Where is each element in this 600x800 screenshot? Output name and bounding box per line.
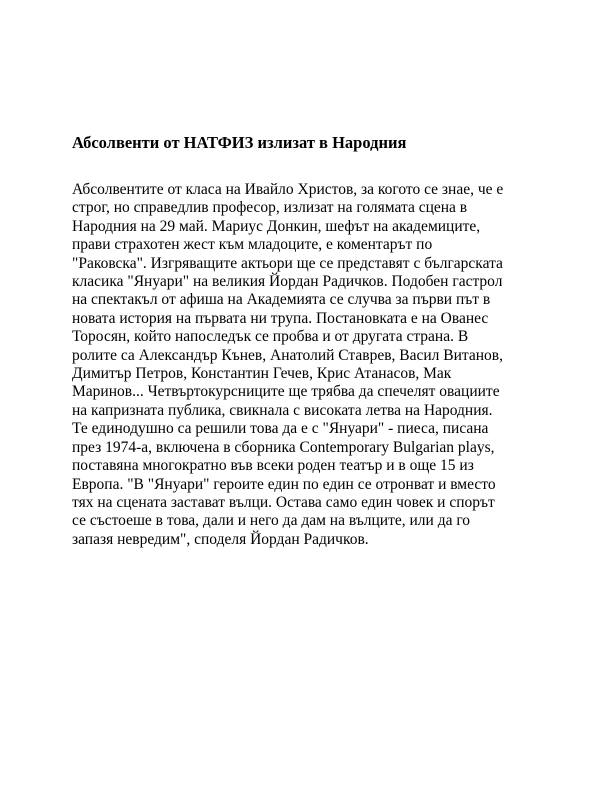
article-body [72, 181, 542, 549]
body-line: запазя невредим", споделя Йордан Радичков. [72, 530, 369, 548]
body-line: на спектакъл от афиша на Академията се случва за първи път в [72, 291, 491, 309]
body-line: класика "Януари" на великия Йордан Радичков. Подобен гастрол [72, 273, 503, 291]
body-line: Те единодушно са решили това да е с "Януари" - пиеса, писана [72, 420, 489, 438]
body-line: новата история на първата ни трупа. Постановката е на Ованес [72, 309, 489, 327]
body-line: Торосян, който напоследък се пробва и от другата страна. В [72, 328, 469, 346]
body-line: Маринов... Четвъртокурсниците ще трябва да спечелят овациите [72, 383, 500, 401]
body-line: Народния на 29 май. Мариус Донкин, шефът на академиците, [72, 217, 481, 235]
body-line: през 1974-а, включена в сборника Contemporary Bulgarian plays, [72, 438, 495, 456]
body-line: Димитър Петров, Константин Гечев, Крис Атанасов, Мак [72, 365, 452, 383]
body-line: прави страхотен жест към младоците, е коментарът по [72, 236, 433, 254]
body-line: поставяна многократно във всеки роден театър и в още 15 из [72, 457, 474, 475]
body-line: на капризната публика, свикнала с високата летва на Народния. [72, 401, 493, 419]
body-line: строг, но справедлив професор, излизат на голямата сцена в [72, 199, 468, 217]
body-line: Абсолвентите от класа на Ивайло Христов, за когото се знае, че е [72, 181, 504, 198]
body-line: ролите са Александър Кънев, Анатолий Ставрев, Васил Витанов, [72, 346, 503, 364]
body-line: се състоеше в това, дали и него да дам на вълците, или да го [72, 512, 471, 530]
body-line: Европа. "В "Януари" героите един по един се отронват и вместо [72, 475, 496, 493]
body-line: тях на сцената застават вълци. Остава само един човек и спорът [72, 493, 495, 511]
body-line: "Раковска". Изгряващите актьори ще се представят с българската [72, 254, 503, 272]
article-title: Абсолвенти от НАТФИЗ излизат в Народния [72, 133, 407, 152]
